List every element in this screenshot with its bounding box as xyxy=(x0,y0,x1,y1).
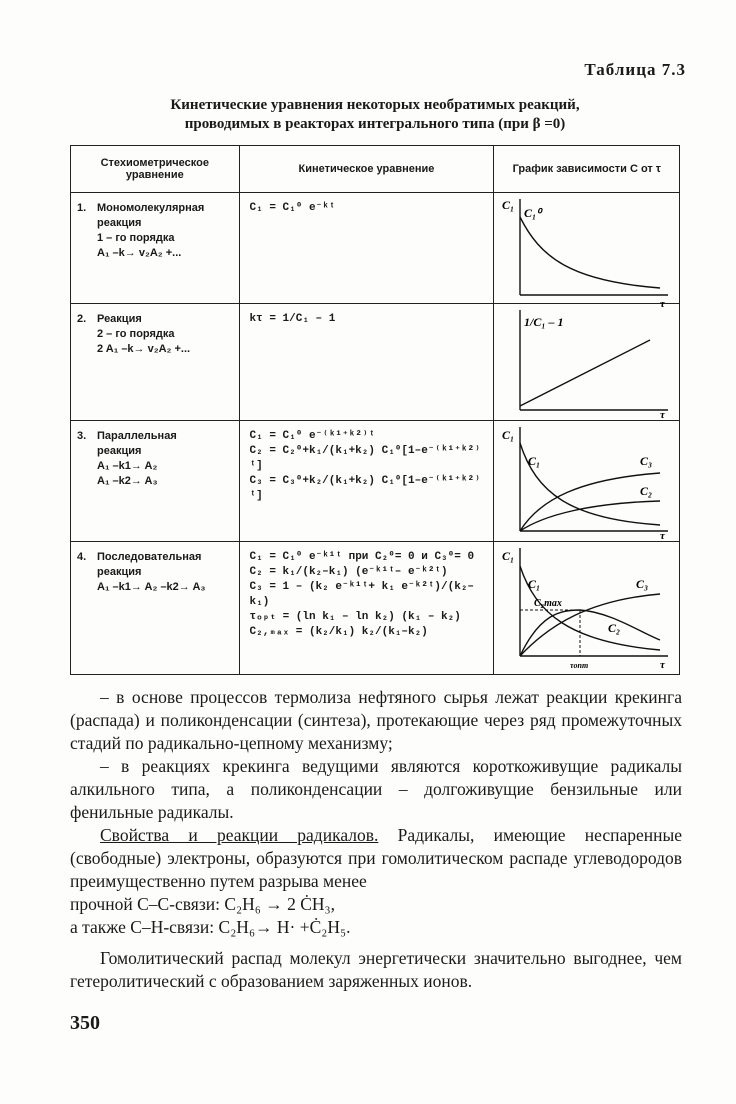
kinetic-equation: C₃ = C₃⁰+k₂/(k₁+k₂) C₁⁰[1–e⁻⁽ᵏ¹⁺ᵏ²⁾ᵗ] xyxy=(249,475,481,502)
stoich-line: реакция xyxy=(97,566,142,578)
y-axis-label: C₁ xyxy=(502,198,515,212)
stoich-cell xyxy=(71,542,240,675)
page-number: 350 xyxy=(70,1012,100,1034)
y-axis-label: C₁ xyxy=(502,549,515,563)
table-row xyxy=(71,421,680,542)
stoich-line: A₁ –k1→ A₂ xyxy=(97,460,158,472)
graph-cell xyxy=(494,193,680,310)
kinetic-cell xyxy=(239,542,494,675)
formula-line: прочной С–С-связи: C₂H₆ → 2 ĊH₃, xyxy=(70,894,336,914)
table-row xyxy=(71,193,680,304)
paragraph: – в основе процессов термолиза нефтяного сырья лежат реакции крекинга (распада) и поликонденсации (синтеза), протекающие через ряд промежуточных стадий по радикально-цепному механизму; xyxy=(70,687,682,753)
row-number: 1. xyxy=(77,202,87,214)
y-axis-label: 1/C₁ – 1 xyxy=(524,315,564,329)
stoich-line: реакция xyxy=(97,217,142,229)
stoich-line: A₁ –k2→ A₃ xyxy=(97,475,158,487)
row-number: 4. xyxy=(77,551,87,563)
kinetic-cell xyxy=(239,193,494,304)
stoich-line: Параллельная xyxy=(97,430,177,442)
c1-label: C₁ xyxy=(528,577,541,591)
table-row xyxy=(71,542,680,675)
caption-line-2: проводимых в реакторах интегрального типа (при β =0) xyxy=(184,116,566,132)
x-axis-label: τ xyxy=(660,298,666,310)
kinetic-equation: C₁ = C₁⁰ e⁻ᵏ¹ᵗ при C₂⁰= 0 и C₃⁰= 0 xyxy=(249,551,475,563)
kinetic-equation: C₂,ₘₐₓ = (k₂/k₁) k₂/(k₁–k₂) xyxy=(249,626,428,638)
row-number: 2. xyxy=(77,313,87,325)
stoich-line: Последовательная xyxy=(97,551,202,563)
kinetic-cell xyxy=(239,421,494,542)
graph-cell xyxy=(494,304,680,421)
graph-second-order xyxy=(500,306,672,421)
header-graph: График зависимости С от τ xyxy=(494,146,680,193)
stoich-line: A₁ –k→ v₂A₂ +... xyxy=(97,247,182,259)
paragraph: – в реакциях крекинга ведущими являются короткоживущие радикалы алкильного типа, а поликонденсации – долгоживущие бензильные или фенильные радикалы. xyxy=(70,756,682,822)
stoich-line: реакция xyxy=(97,445,142,457)
section-title: Свойства и реакции радикалов. xyxy=(100,825,379,845)
c3-label: C₃ xyxy=(640,454,653,468)
kinetic-equation: C₂ = C₂⁰+k₁/(k₁+k₂) C₁⁰[1–e⁻⁽ᵏ¹⁺ᵏ²⁾ᵗ] xyxy=(249,445,481,472)
graph-parallel xyxy=(500,423,672,542)
kinetic-equation: C₃ = 1 – (k₂ e⁻ᵏ¹ᵗ+ k₁ e⁻ᵏ²ᵗ)/(k₂–k₁) xyxy=(249,581,475,608)
c2max-label: C₂max xyxy=(534,598,563,609)
kinetic-equation: kτ = 1/C₁ – 1 xyxy=(249,313,336,325)
y-axis-label: C₁ xyxy=(502,428,515,442)
x-axis-label: τ xyxy=(660,659,666,671)
stoich-line: 2 – го порядка xyxy=(97,328,175,340)
c3-label: C₃ xyxy=(636,577,649,591)
graph-consecutive xyxy=(500,544,672,672)
x-axis-label: τ xyxy=(660,409,666,421)
graph-first-order xyxy=(500,195,672,310)
formula-line: а также С–Н-связи: C₂H₆→ H· +Ċ₂H₅. xyxy=(70,917,351,937)
curve-label: C₁⁰ xyxy=(524,206,542,220)
stoich-line: 2 A₁ –k→ v₂A₂ +... xyxy=(97,343,191,355)
kinetic-equations-table xyxy=(70,145,680,675)
graph-cell xyxy=(494,421,680,542)
paragraph-text: Радикалы, имеющие неспаренные (свободные) электроны, образуются при гомолитическом распаде углеводородов преимущественно путем разрыва менее xyxy=(70,825,682,891)
stoich-line: Мономолекулярная xyxy=(97,202,205,214)
paragraph xyxy=(70,824,682,893)
stoich-line: Реакция xyxy=(97,313,142,325)
kinetic-equation: C₂ = k₁/(k₂–k₁) (e⁻ᵏ¹ᵗ– e⁻ᵏ²ᵗ) xyxy=(249,566,448,578)
kinetic-equation: τₒₚₜ = (ln k₁ – ln k₂) (k₁ – k₂) xyxy=(249,611,461,623)
stoich-line: A₁ –k1→ A₂ –k2→ A₃ xyxy=(97,581,206,593)
kinetic-equation: C₁ = C₁⁰ e⁻ᵏᵗ xyxy=(249,202,336,214)
row-number: 3. xyxy=(77,430,87,442)
table-caption xyxy=(70,96,680,134)
c2-label: C₂ xyxy=(640,484,653,498)
c2-label: C₂ xyxy=(608,621,621,635)
topt-label: τопт xyxy=(570,661,589,670)
stoich-cell xyxy=(71,304,240,421)
body-text xyxy=(70,686,682,993)
kinetic-cell xyxy=(239,304,494,421)
stoich-cell xyxy=(71,193,240,304)
header-kinetic: Кинетическое уравнение xyxy=(239,146,494,193)
table-row xyxy=(71,304,680,421)
kinetic-equation: C₁ = C₁⁰ e⁻⁽ᵏ¹⁺ᵏ²⁾ᵗ xyxy=(249,430,376,442)
graph-cell xyxy=(494,542,680,675)
paragraph: Гомолитический распад молекул энергетически значительно выгоднее, чем гетеролитический с образованием заряженных ионов. xyxy=(70,948,682,991)
c1-label: C₁ xyxy=(528,454,541,468)
caption-line-1: Кинетические уравнения некоторых необратимых реакций, xyxy=(170,97,580,113)
stoich-line: 1 – го порядка xyxy=(97,232,175,244)
table-label: Таблица 7.3 xyxy=(584,60,686,79)
header-stoichiometric: Стехиометрическое уравнение xyxy=(71,146,240,193)
stoich-cell xyxy=(71,421,240,542)
x-axis-label: τ xyxy=(660,530,666,542)
